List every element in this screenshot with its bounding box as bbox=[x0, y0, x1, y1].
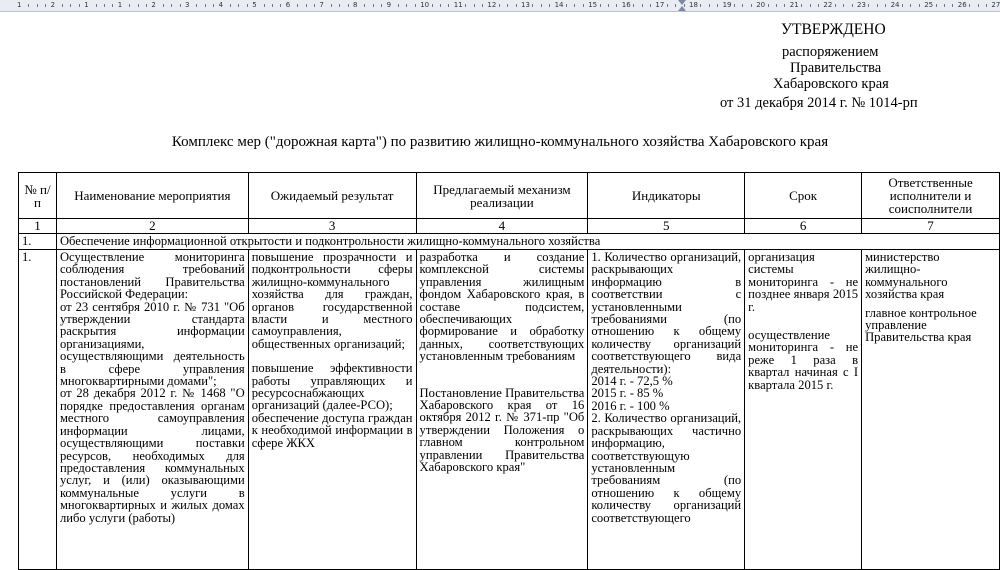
indicator-value: 2015 г. - 85 % bbox=[591, 386, 664, 401]
ruler-number: 25 bbox=[924, 1, 934, 9]
ruler-tick bbox=[768, 4, 769, 7]
ruler-tick bbox=[37, 4, 38, 7]
ruler-tick bbox=[398, 4, 399, 7]
indicator-text: 2. Количество организаций, раскрывающих частично информацию, соответствующую установленным требованиям (по отношению к общему количеству организаций соответствующего bbox=[591, 411, 742, 525]
ruler-tick bbox=[944, 4, 945, 7]
ruler-tick bbox=[742, 4, 743, 7]
ruler-number: 11 bbox=[453, 1, 463, 9]
ruler-tick bbox=[583, 4, 584, 7]
ruler-tick bbox=[314, 4, 315, 7]
ruler-number: 6 bbox=[285, 1, 291, 9]
column-number: 6 bbox=[745, 219, 862, 234]
ruler-number: 23 bbox=[857, 1, 866, 9]
ruler-tick bbox=[709, 4, 710, 7]
ruler-tick bbox=[616, 4, 617, 7]
ruler-tick bbox=[339, 4, 340, 7]
table-row bbox=[19, 250, 1000, 570]
ruler-number: 15 bbox=[588, 1, 598, 9]
ruler-number: 26 bbox=[957, 1, 967, 9]
ruler-tick bbox=[348, 4, 349, 7]
ruler-tick bbox=[96, 4, 97, 7]
ruler-tick bbox=[146, 4, 147, 7]
column-number: 4 bbox=[416, 219, 588, 234]
ruler-tick bbox=[776, 4, 777, 7]
term-cell bbox=[745, 250, 862, 570]
approval-title: УТВЕРЖДЕНО bbox=[781, 21, 886, 38]
ruler-tick bbox=[138, 4, 139, 7]
column-header: № п/п bbox=[19, 173, 57, 219]
ruler-tick bbox=[835, 4, 836, 7]
approval-line: Правительства bbox=[790, 60, 882, 76]
indicator-text: 1. Количество организаций, раскрывающих информацию в соответствии с установленными требованиями (по отношению к общему количеству организаций соответствующего вида деятельности): bbox=[591, 250, 742, 376]
column-header: Ожидаемый результат bbox=[248, 173, 416, 219]
ruler-tick bbox=[180, 4, 181, 7]
ruler-tick bbox=[810, 4, 811, 7]
ruler-number: 1 bbox=[17, 1, 22, 9]
ruler-tick bbox=[818, 4, 819, 7]
ruler-number: 20 bbox=[756, 1, 766, 9]
ruler-number: 21 bbox=[789, 1, 799, 9]
ruler-tick bbox=[784, 4, 785, 7]
approval-date: от 31 декабря 2014 г. № 1014-рп bbox=[720, 95, 918, 111]
column-header: Срок bbox=[745, 173, 862, 219]
ruler-tick bbox=[297, 4, 298, 7]
ruler-number: 2 bbox=[50, 1, 56, 9]
term-text: осуществление мониторинга - не реже 1 раза в квартал начиная с I квартала 2015 г. bbox=[748, 328, 859, 392]
ruler-number: 27 bbox=[991, 1, 1000, 9]
term-text: организация системы мониторинга - не позднее января 2015 г. bbox=[748, 250, 859, 314]
ruler-tick bbox=[364, 4, 365, 7]
ruler-tick bbox=[79, 4, 80, 7]
ruler-number: 12 bbox=[487, 1, 497, 9]
ruler-tick bbox=[667, 4, 668, 7]
ruler-tick bbox=[482, 4, 483, 7]
ruler-number: 18 bbox=[689, 1, 698, 9]
ruler-tick bbox=[230, 4, 231, 7]
column-number: 7 bbox=[862, 219, 1000, 234]
ruler-number: 2 bbox=[151, 1, 156, 9]
mechanism-cell bbox=[416, 250, 588, 570]
executor-text: главное контрольное управление Правительства края bbox=[865, 305, 977, 345]
ruler-tick bbox=[734, 4, 735, 7]
ruler-tick bbox=[205, 4, 206, 7]
ruler-tick bbox=[499, 4, 500, 7]
ruler-tick bbox=[952, 4, 953, 7]
ruler-tick bbox=[801, 4, 802, 7]
ruler-tick bbox=[541, 4, 542, 7]
approval-line: распоряжением bbox=[782, 44, 879, 60]
ruler-tick bbox=[608, 4, 609, 7]
ruler-tick bbox=[978, 4, 979, 7]
column-number-row bbox=[19, 219, 1000, 234]
ruler-tick bbox=[885, 4, 886, 7]
roadmap-table bbox=[18, 172, 1000, 570]
column-number: 3 bbox=[248, 219, 416, 234]
ruler-tick bbox=[642, 4, 643, 7]
ruler-number: 9 bbox=[386, 1, 392, 9]
column-header: Индикаторы bbox=[588, 173, 745, 219]
ruler-tick bbox=[238, 4, 239, 7]
ruler-tick bbox=[675, 4, 676, 7]
ruler-tick bbox=[129, 4, 130, 7]
ruler-tick bbox=[700, 4, 701, 7]
result-text: повышение прозрачности и подконтрольности сферы жилищно-коммунального хозяйства для граждан, органов государственной власти и местного самоуправления, общественных организаций; bbox=[251, 250, 413, 351]
ruler-tick bbox=[650, 4, 651, 7]
ruler-tick bbox=[213, 4, 214, 7]
column-number: 2 bbox=[56, 219, 248, 234]
ruler-number: 19 bbox=[722, 1, 732, 9]
ruler-tick bbox=[45, 4, 46, 7]
ruler-number: 7 bbox=[319, 1, 324, 9]
mechanism-text: разработка и создание комплексной системы управления жилищным фондом Хабаровского края, в составе подсистем, обеспечивающих формирование и обработку данных, соответствующих установленным требованиям bbox=[419, 250, 585, 364]
ruler-number: 24 bbox=[890, 1, 900, 9]
ruler-tick bbox=[574, 4, 575, 7]
ruler-number: 3 bbox=[185, 1, 190, 9]
table-header-row bbox=[19, 173, 1000, 219]
ruler-tick bbox=[272, 4, 273, 7]
ruler-tick bbox=[331, 4, 332, 7]
section-number: 1. bbox=[19, 234, 57, 250]
indicator-value: 2016 г. - 100 % bbox=[591, 398, 670, 413]
mechanism-text: Постановление Правительства Хабаровского края от 16 октября 2012 г. № 371-пр "Об утверждении Положения о главном контрольном управлении Правительства Хабаровского края" bbox=[419, 385, 585, 475]
ruler-tick bbox=[28, 4, 29, 7]
measure-cell bbox=[56, 250, 248, 570]
measure-text: Осуществление мониторинга соблюдения требований постановлений Правительства Российской Федерации: bbox=[59, 250, 245, 302]
section-title: Обеспечение информационной открытости и подконтрольности жилищно-коммунального хозяйства bbox=[56, 234, 999, 250]
ruler-tick bbox=[112, 4, 113, 7]
ruler-tick bbox=[104, 4, 105, 7]
ruler-tick bbox=[902, 4, 903, 7]
ruler-number: 10 bbox=[420, 1, 430, 9]
row-number: 1. bbox=[19, 250, 57, 570]
indicators-cell bbox=[588, 250, 745, 570]
ruler-tick bbox=[532, 4, 533, 7]
ruler-tick bbox=[717, 4, 718, 7]
ruler-tick bbox=[986, 4, 987, 7]
ruler-number: 1 bbox=[84, 1, 89, 9]
ruler-tick bbox=[415, 4, 416, 7]
horizontal-ruler[interactable] bbox=[0, 0, 1000, 12]
ruler-tick bbox=[852, 4, 853, 7]
ruler-tick bbox=[868, 4, 869, 7]
ruler-indent-marker-icon[interactable] bbox=[678, 0, 686, 11]
ruler-number: 22 bbox=[823, 1, 833, 9]
indicator-value: 2014 г. - 72,5 % bbox=[591, 374, 673, 389]
ruler-tick bbox=[381, 4, 382, 7]
section-row bbox=[19, 234, 1000, 250]
ruler-tick bbox=[306, 4, 307, 7]
ruler-tick bbox=[751, 4, 752, 7]
ruler-tick bbox=[432, 4, 433, 7]
ruler-tick bbox=[196, 4, 197, 7]
column-number: 1 bbox=[19, 219, 57, 234]
result-cell bbox=[248, 250, 416, 570]
result-text: повышение эффективности работы управляющих и ресурсоснабжающих организаций (далее-РСО); bbox=[251, 361, 413, 413]
ruler-tick bbox=[549, 4, 550, 7]
ruler-tick bbox=[171, 4, 172, 7]
ruler-tick bbox=[877, 4, 878, 7]
ruler-number: 14 bbox=[554, 1, 564, 9]
column-header: Наименование мероприятия bbox=[56, 173, 248, 219]
executor-text: министерство жилищно-коммунального хозяйства края bbox=[865, 250, 948, 302]
ruler-tick bbox=[264, 4, 265, 7]
document-title: Комплекс мер ("дорожная карта") по развитию жилищно-коммунального хозяйства Хабаровского края bbox=[171, 134, 829, 150]
ruler-tick bbox=[247, 4, 248, 7]
ruler-tick bbox=[70, 4, 71, 7]
ruler-tick bbox=[440, 4, 441, 7]
ruler-tick bbox=[843, 4, 844, 7]
ruler-number: 13 bbox=[521, 1, 530, 9]
column-header: Предлагаемый механизм реализации bbox=[416, 173, 588, 219]
ruler-tick bbox=[474, 4, 475, 7]
ruler-number: 16 bbox=[621, 1, 631, 9]
ruler-tick bbox=[465, 4, 466, 7]
ruler-number: 17 bbox=[655, 1, 665, 9]
measure-text: от 28 декабря 2012 г. № 1468 "О порядке предоставления органам местного самоуправления информации лицами, осуществляющими поставки ресурсов, необходимых для предоставления коммунальных услуг, и (или) оказывающими коммунальные услуги в многоквартирных и жилых домах либо услуги (работы) bbox=[59, 386, 245, 525]
result-text: обеспечение доступа граждан к необходимой информации в сфере ЖКХ bbox=[251, 410, 413, 450]
ruler-tick bbox=[516, 4, 517, 7]
ruler-tick bbox=[600, 4, 601, 7]
approval-line: Хабаровского края bbox=[773, 76, 889, 92]
column-header: Ответственные исполнители и соисполнители bbox=[862, 173, 1000, 219]
ruler-tick bbox=[936, 4, 937, 7]
ruler-tick bbox=[62, 4, 63, 7]
ruler-number: 1 bbox=[117, 1, 123, 9]
ruler-tick bbox=[566, 4, 567, 7]
ruler-tick bbox=[969, 4, 970, 7]
ruler-number: 4 bbox=[218, 1, 224, 9]
ruler-tick bbox=[910, 4, 911, 7]
ruler-tick bbox=[163, 4, 164, 7]
ruler-tick bbox=[919, 4, 920, 7]
ruler-tick bbox=[507, 4, 508, 7]
column-number: 5 bbox=[588, 219, 745, 234]
ruler-tick bbox=[373, 4, 374, 7]
measure-text: от 23 сентября 2010 г. № 731 "Об утверждении стандарта раскрытия информации организациями, осуществляющими деятельность в сфере управления многоквартирными домами"; bbox=[59, 299, 245, 389]
ruler-tick bbox=[280, 4, 281, 7]
ruler-number: 8 bbox=[353, 1, 358, 9]
executors-cell bbox=[862, 250, 1000, 570]
ruler-tick bbox=[633, 4, 634, 7]
ruler-tick bbox=[406, 4, 407, 7]
ruler-number: 5 bbox=[252, 1, 257, 9]
ruler-tick bbox=[448, 4, 449, 7]
